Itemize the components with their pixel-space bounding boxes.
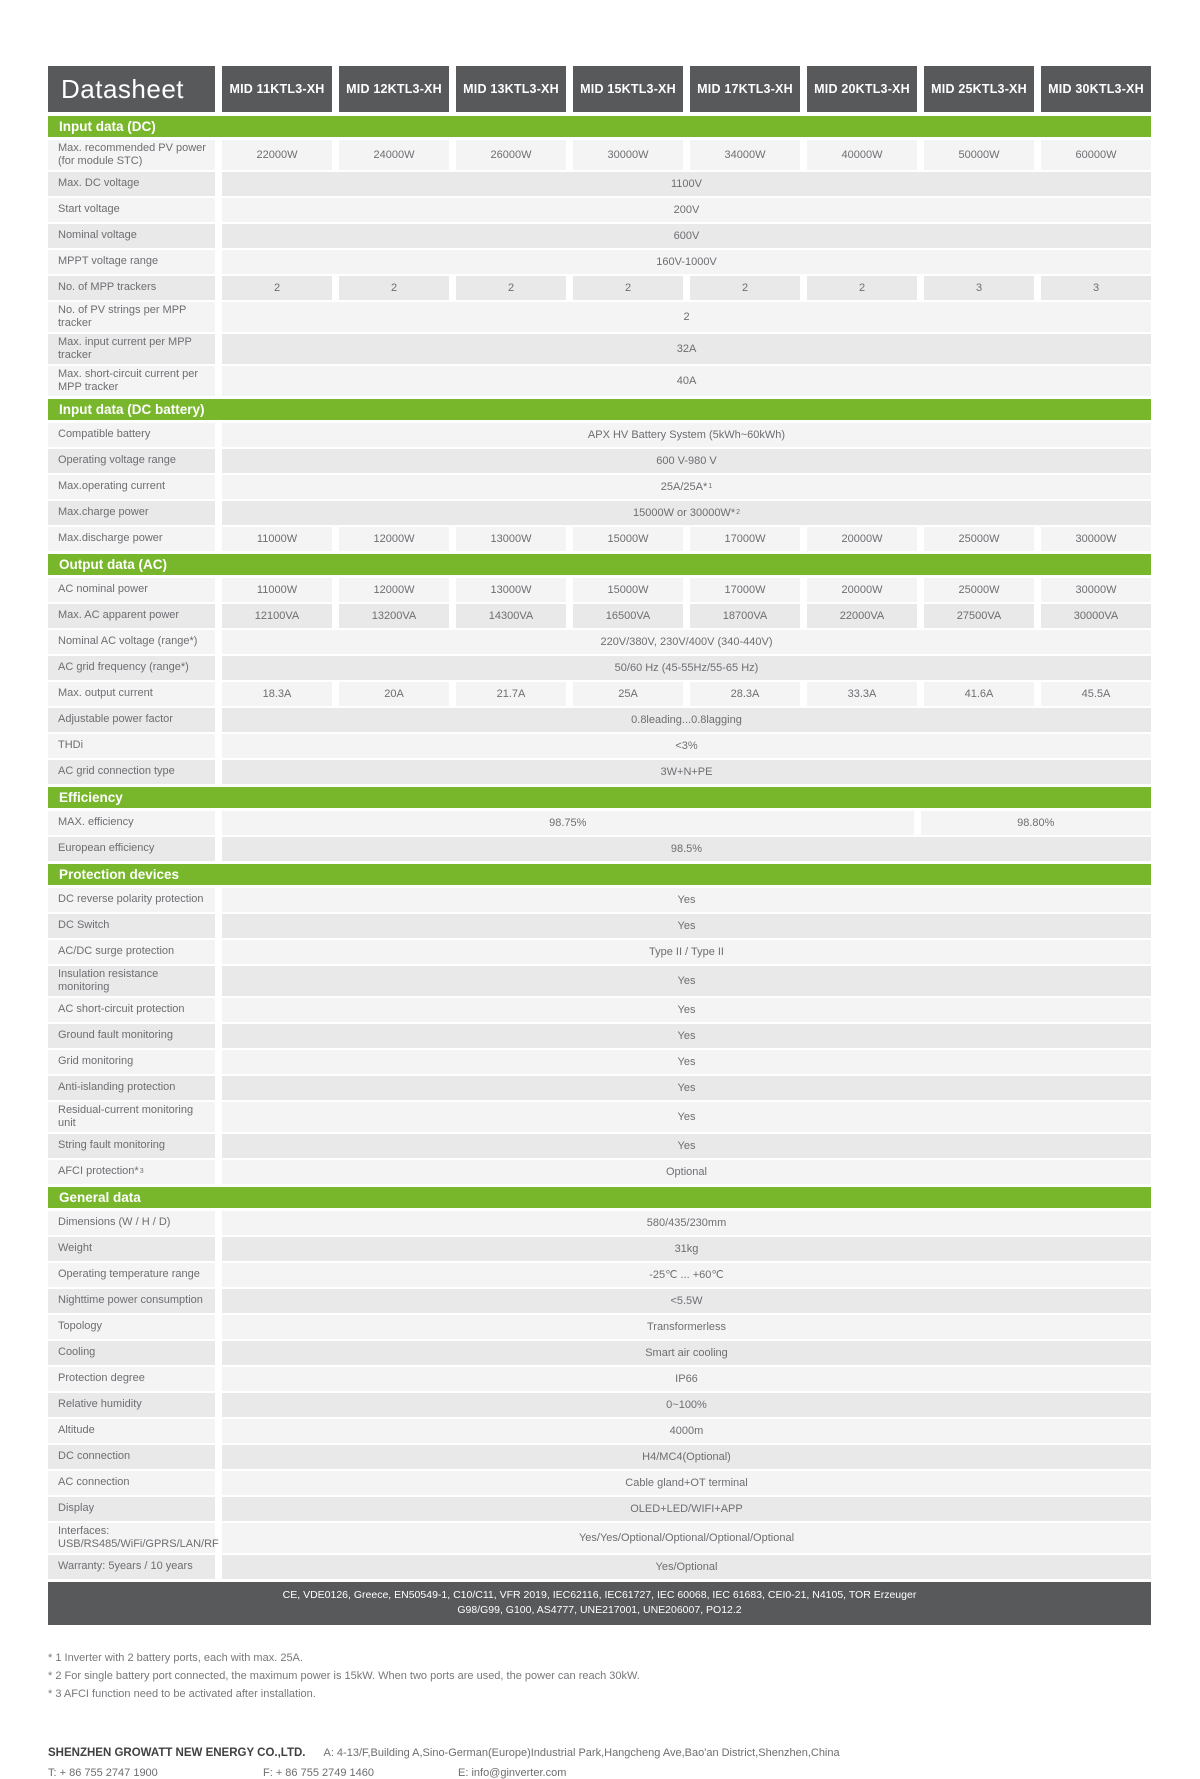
column-header-3: MID 13KTL3-XH	[456, 66, 566, 112]
table-row	[48, 198, 1151, 222]
table-row	[48, 656, 1151, 680]
cell-value: 40A	[222, 366, 1151, 396]
row-label: Max. short-circuit current per MPP tracker	[48, 366, 215, 396]
row-label: DC Switch	[48, 914, 215, 938]
table-row	[48, 630, 1151, 654]
cell-value: OLED+LED/WIFI+APP	[222, 1497, 1151, 1521]
cell-value: Yes	[222, 1050, 1151, 1074]
cell-value: 11000W	[222, 578, 332, 602]
cell-value: 21.7A	[456, 682, 566, 706]
column-header-6: MID 20KTL3-XH	[807, 66, 917, 112]
table-row	[48, 224, 1151, 248]
cell-value: Yes	[222, 1024, 1151, 1048]
cell-value: 15000W	[573, 578, 683, 602]
row-label: Residual-current monitoring unit	[48, 1102, 215, 1132]
table-row	[48, 1211, 1151, 1235]
table-row	[48, 1497, 1151, 1521]
row-label: Max. input current per MPP tracker	[48, 334, 215, 364]
cell-value: 98.5%	[222, 837, 1151, 861]
section-header: Efficiency	[48, 787, 1151, 808]
cell-value: APX HV Battery System (5kWh~60kWh)	[222, 423, 1151, 447]
section-header: Output data (AC)	[48, 554, 1151, 575]
row-label: AC grid connection type	[48, 760, 215, 784]
cell-value: 28.3A	[690, 682, 800, 706]
section-header: Input data (DC)	[48, 116, 1151, 137]
row-label: Cooling	[48, 1341, 215, 1365]
table-row	[48, 914, 1151, 938]
row-label: Nominal voltage	[48, 224, 215, 248]
table-row	[48, 1050, 1151, 1074]
footnotes	[48, 1649, 1151, 1703]
cell-value: 45.5A	[1041, 682, 1151, 706]
column-header-8: MID 30KTL3-XH	[1041, 66, 1151, 112]
cell-value: 17000W	[690, 527, 800, 551]
cell-value: Transformerless	[222, 1315, 1151, 1339]
cell-value: 16500VA	[573, 604, 683, 628]
certifications-line1: CE, VDE0126, Greece, EN50549-1, C10/C11, VFR 2019, IEC62116, IEC61727, IEC 60068, IEC 61683, CEI0-21, N4105, TOR Erzeuger	[282, 1588, 917, 1601]
table-row	[48, 966, 1151, 996]
cell-value: 25000W	[924, 578, 1034, 602]
cell-value: 13000W	[456, 527, 566, 551]
table-row	[48, 140, 1151, 170]
table-row	[48, 172, 1151, 196]
table-row	[48, 1555, 1151, 1579]
cell-value: 2	[690, 276, 800, 300]
cell-value: 22000VA	[807, 604, 917, 628]
row-label: AC short-circuit protection	[48, 998, 215, 1022]
cell-value: <3%	[222, 734, 1151, 758]
cell-value: 13000W	[456, 578, 566, 602]
cell-value: 30000W	[573, 140, 683, 170]
cell-value: Yes	[222, 1134, 1151, 1158]
cell-value: 2	[339, 276, 449, 300]
cell-value: IP66	[222, 1367, 1151, 1391]
footnote-2: * 2 For single battery port connected, the maximum power is 15kW. When two ports are used, the power can reach 30kW.	[48, 1670, 640, 1683]
table-row	[48, 276, 1151, 300]
cell-value: 15000W or 30000W* 2	[222, 501, 1151, 525]
cell-value: H4/MC4(Optional)	[222, 1445, 1151, 1469]
row-label: Nighttime power consumption	[48, 1289, 215, 1313]
cell-value: Yes	[222, 998, 1151, 1022]
certifications-bar	[48, 1582, 1151, 1626]
table-row	[48, 1419, 1151, 1443]
row-label: Anti-islanding protection	[48, 1076, 215, 1100]
table-row	[48, 1289, 1151, 1313]
cell-value: 220V/380V, 230V/400V (340-440V)	[222, 630, 1151, 654]
cell-value: 12100VA	[222, 604, 332, 628]
table-row	[48, 366, 1151, 396]
row-label: Grid monitoring	[48, 1050, 215, 1074]
cell-value: Cable gland+OT terminal	[222, 1471, 1151, 1495]
column-header-5: MID 17KTL3-XH	[690, 66, 800, 112]
row-label: DC connection	[48, 1445, 215, 1469]
row-label: Operating temperature range	[48, 1263, 215, 1287]
row-label: Topology	[48, 1315, 215, 1339]
table-row	[48, 1315, 1151, 1339]
cell-value: 34000W	[690, 140, 800, 170]
cell-value: Type II / Type II	[222, 940, 1151, 964]
row-label: Max.operating current	[48, 475, 215, 499]
column-header-1: MID 11KTL3-XH	[222, 66, 332, 112]
row-label: AC connection	[48, 1471, 215, 1495]
table-row	[48, 1393, 1151, 1417]
table-row	[48, 1024, 1151, 1048]
table-row	[48, 1367, 1151, 1391]
cell-value: 600 V-980 V	[222, 449, 1151, 473]
table-row	[48, 1445, 1151, 1469]
cell-value: 50000W	[924, 140, 1034, 170]
row-label: AC nominal power	[48, 578, 215, 602]
row-label: MPPT voltage range	[48, 250, 215, 274]
table-row	[48, 449, 1151, 473]
cell-value: 25A	[573, 682, 683, 706]
cell-value: 2	[222, 302, 1151, 332]
datasheet	[48, 66, 1151, 1779]
row-label: Start voltage	[48, 198, 215, 222]
table-row	[48, 734, 1151, 758]
section-header: Input data (DC battery)	[48, 399, 1151, 420]
cell-value: 4000m	[222, 1419, 1151, 1443]
row-label: No. of MPP trackers	[48, 276, 215, 300]
table-row	[48, 760, 1151, 784]
row-label: String fault monitoring	[48, 1134, 215, 1158]
table-row	[48, 708, 1151, 732]
table-row	[48, 682, 1151, 706]
table-row	[48, 423, 1151, 447]
row-label: Max. output current	[48, 682, 215, 706]
row-label: MAX. efficiency	[48, 811, 215, 835]
row-label: Warranty: 5years / 10 years	[48, 1555, 215, 1579]
cell-value: -25℃ ... +60℃	[222, 1263, 1151, 1287]
table-row	[48, 837, 1151, 861]
cell-value: 41.6A	[924, 682, 1034, 706]
cell-value: 17000W	[690, 578, 800, 602]
row-label: Max. DC voltage	[48, 172, 215, 196]
cell-value: 580/435/230mm	[222, 1211, 1151, 1235]
cell-value: Optional	[222, 1160, 1151, 1184]
footer-email: E: info@ginverter.com	[458, 1767, 567, 1779]
row-label: AFCI protection* 3	[48, 1160, 215, 1184]
cell-value: 20A	[339, 682, 449, 706]
cell-value: 26000W	[456, 140, 566, 170]
table-row	[48, 527, 1151, 551]
certifications-line2: G98/G99, G100, AS4777, UNE217001, UNE206007, PO12.2	[457, 1604, 742, 1617]
cell-value: Yes	[222, 888, 1151, 912]
cell-value: 18700VA	[690, 604, 800, 628]
cell-value: 27500VA	[924, 604, 1034, 628]
footnote-3: * 3 AFCI function need to be activated after installation.	[48, 1688, 316, 1701]
cell-value: 12000W	[339, 578, 449, 602]
datasheet-table-body	[48, 116, 1151, 1579]
cell-value: 50/60 Hz (45-55Hz/55-65 Hz)	[222, 656, 1151, 680]
cell-value: 3W+N+PE	[222, 760, 1151, 784]
cell-value: 11000W	[222, 527, 332, 551]
cell-value: Smart air cooling	[222, 1341, 1151, 1365]
cell-value: 12000W	[339, 527, 449, 551]
table-row	[48, 1076, 1151, 1100]
cell-value: 15000W	[573, 527, 683, 551]
cell-value: 3	[924, 276, 1034, 300]
cell-value: 1100V	[222, 172, 1151, 196]
row-label: THDi	[48, 734, 215, 758]
cell-value: Yes	[222, 966, 1151, 996]
table-row	[48, 998, 1151, 1022]
cell-value: 14300VA	[456, 604, 566, 628]
cell-value: Yes/Yes/Optional/Optional/Optional/Optional	[222, 1523, 1151, 1553]
row-label: No. of PV strings per MPP tracker	[48, 302, 215, 332]
row-label: Nominal AC voltage (range*)	[48, 630, 215, 654]
row-label: Altitude	[48, 1419, 215, 1443]
row-label: European efficiency	[48, 837, 215, 861]
cell-value: Yes	[222, 1102, 1151, 1132]
row-label: AC grid frequency (range*)	[48, 656, 215, 680]
row-label: Max.charge power	[48, 501, 215, 525]
row-label: Weight	[48, 1237, 215, 1261]
cell-value: 25000W	[924, 527, 1034, 551]
column-header-2: MID 12KTL3-XH	[339, 66, 449, 112]
cell-value: 98.80%	[921, 811, 1152, 835]
row-label: Protection degree	[48, 1367, 215, 1391]
cell-value: Yes	[222, 1076, 1151, 1100]
table-row	[48, 1160, 1151, 1184]
column-header-7: MID 25KTL3-XH	[924, 66, 1034, 112]
section-header: General data	[48, 1187, 1151, 1208]
row-label: Display	[48, 1497, 215, 1521]
cell-value: Yes/Optional	[222, 1555, 1151, 1579]
row-label: DC reverse polarity protection	[48, 888, 215, 912]
cell-value: 30000VA	[1041, 604, 1151, 628]
row-label: Relative humidity	[48, 1393, 215, 1417]
table-row	[48, 1523, 1151, 1553]
cell-value: 22000W	[222, 140, 332, 170]
cell-value: 2	[807, 276, 917, 300]
company-address: A: 4-13/F,Building A,Sino-German(Europe)Industrial Park,Hangcheng Ave,Bao'an District,Shenzhen,China	[323, 1747, 840, 1760]
cell-value: 30000W	[1041, 578, 1151, 602]
cell-value: 0~100%	[222, 1393, 1151, 1417]
table-row	[48, 250, 1151, 274]
column-header-4: MID 15KTL3-XH	[573, 66, 683, 112]
cell-value: 98.75%	[222, 811, 914, 835]
table-row	[48, 1237, 1151, 1261]
table-row	[48, 888, 1151, 912]
footer	[48, 1747, 1151, 1779]
row-label: AC/DC surge protection	[48, 940, 215, 964]
cell-value: 3	[1041, 276, 1151, 300]
row-label: Compatible battery	[48, 423, 215, 447]
table-row	[48, 1341, 1151, 1365]
cell-value: 30000W	[1041, 527, 1151, 551]
cell-value: 2	[573, 276, 683, 300]
table-row	[48, 501, 1151, 525]
row-label: Ground fault monitoring	[48, 1024, 215, 1048]
cell-value: 40000W	[807, 140, 917, 170]
table-row	[48, 1134, 1151, 1158]
cell-value: 18.3A	[222, 682, 332, 706]
footer-telephone: T: + 86 755 2747 1900	[48, 1767, 158, 1779]
row-label: Adjustable power factor	[48, 708, 215, 732]
row-label: Max.discharge power	[48, 527, 215, 551]
footnote-1: * 1 Inverter with 2 battery ports, each with max. 25A.	[48, 1652, 303, 1665]
cell-value: 31kg	[222, 1237, 1151, 1261]
row-label: Dimensions (W / H / D)	[48, 1211, 215, 1235]
row-label: Insulation resistance monitoring	[48, 966, 215, 996]
cell-value: 13200VA	[339, 604, 449, 628]
table-row	[48, 334, 1151, 364]
page-title: Datasheet	[48, 66, 215, 112]
cell-value: 600V	[222, 224, 1151, 248]
row-label: Operating voltage range	[48, 449, 215, 473]
cell-value: 32A	[222, 334, 1151, 364]
cell-value: 20000W	[807, 578, 917, 602]
row-label: Max. AC apparent power	[48, 604, 215, 628]
cell-value: <5.5W	[222, 1289, 1151, 1313]
table-row	[48, 1471, 1151, 1495]
table-row	[48, 811, 1151, 835]
row-label: Interfaces: USB/RS485/WiFi/GPRS/LAN/RF	[48, 1523, 215, 1553]
cell-value: 0.8leading...0.8lagging	[222, 708, 1151, 732]
cell-value: 60000W	[1041, 140, 1151, 170]
table-row	[48, 302, 1151, 332]
cell-value: 24000W	[339, 140, 449, 170]
company-name: SHENZHEN GROWATT NEW ENERGY CO.,LTD.	[48, 1747, 306, 1760]
cell-value: 25A/25A* 1	[222, 475, 1151, 499]
cell-value: 2	[222, 276, 332, 300]
table-row	[48, 1102, 1151, 1132]
cell-value: 33.3A	[807, 682, 917, 706]
cell-value: Yes	[222, 914, 1151, 938]
table-row	[48, 475, 1151, 499]
cell-value: 160V-1000V	[222, 250, 1151, 274]
table-row	[48, 940, 1151, 964]
table-row	[48, 1263, 1151, 1287]
cell-value: 200V	[222, 198, 1151, 222]
table-row	[48, 604, 1151, 628]
footer-fax: F: + 86 755 2749 1460	[263, 1767, 375, 1779]
table-row	[48, 578, 1151, 602]
section-header: Protection devices	[48, 864, 1151, 885]
cell-value: 2	[456, 276, 566, 300]
cell-value: 20000W	[807, 527, 917, 551]
table-header-row	[48, 66, 1151, 112]
row-label: Max. recommended PV power (for module STC)	[48, 140, 215, 170]
